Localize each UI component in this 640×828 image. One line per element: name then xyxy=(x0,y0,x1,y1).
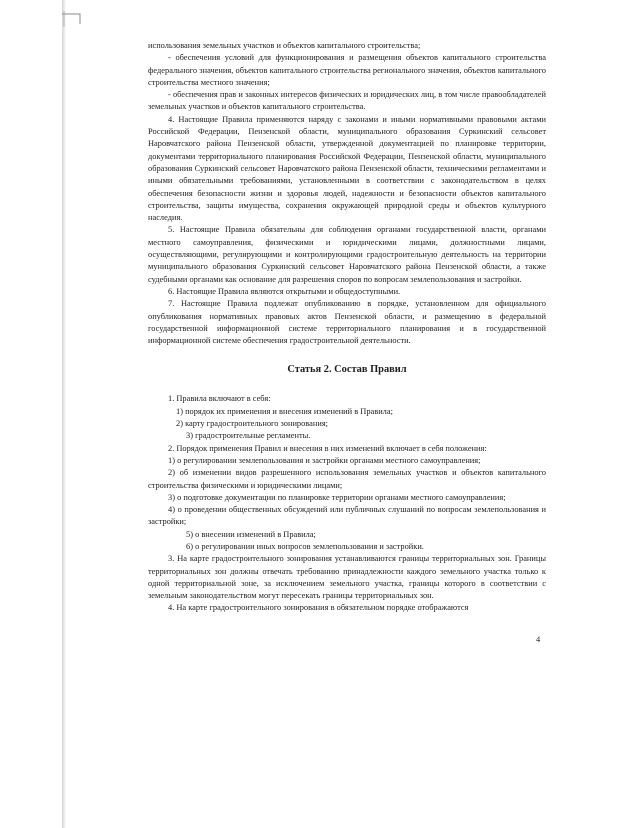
paragraph: 7. Настоящие Правила подлежат опубликованию в порядке, установленном для официального опубликования нормативных правовых актов Пензенской области, и размещению в федеральной государственной информационной системе территориального планирования и в государственной информационной системе обеспечения градостроительной деятельности. xyxy=(148,299,546,346)
list-item: 6) о регулировании иных вопросов землепользования и застройки. xyxy=(186,541,424,551)
article-title: Статья 2. Состав Правил xyxy=(287,364,407,376)
page-number: 4 xyxy=(536,635,541,644)
list-item: 3) о подготовке документации по планировке территории органами местного самоуправления; xyxy=(168,492,506,502)
paragraph: 3. На карте градостроительного зонирования устанавливаются границы территориальных зон. Границы территориальных зон должны отвечать требованию принадлежности каждого земельного участка только к одной территориальной зоне, за исключением земельного участка, границы которого в соответствии с земельным законодательством могут пересекать границы территориальных зон. xyxy=(148,554,546,601)
paragraph: 5. Настоящие Правила обязательны для соблюдения органами государственной власти, органами местного самоуправления, физическими и юридическими лицами, должностными лицами, осуществляющими, регулирующими и контролирующими градостроительную деятельность на территории муниципального образования Суркинский сельсовет Наровчатского района Пензенской области, а также судебными органами как основание для разрешения споров по вопросам землепользования и застройки. xyxy=(148,225,546,284)
list-item: 1) порядок их применения и внесения изменений в Правила; xyxy=(176,406,393,416)
list-item: 5) о внесении изменений в Правила; xyxy=(186,529,316,539)
paragraph: 4. Настоящие Правила применяются наряду с законами и иными нормативными правовыми актами Российской Федерации, Пензенской области, муниципального образования Суркинский сельсовет Наровчатского района Пензенской области, утвержденной документацией по планировке территории, документами территориального планирования Российской Федерации, Пензенской области, муниципального образования Суркинский сельсовет Наровчатского района Пензенской области, техническими регламентами и иными обязательными требованиями, установленными в соответствии с законодательством в целях обеспечения безопасности жизни и здоровья людей, надежности и безопасности объектов капитального строительства, защиты имущества, сохранения окружающей природной среды и объектов культурного наследия. xyxy=(148,114,546,223)
paragraph: - обеспечения прав и законных интересов физических и юридических лиц, в том числе правообладателей земельных участков и объектов капитального строительства. xyxy=(148,90,546,112)
list-item: 3) градостроительные регламенты. xyxy=(186,431,311,441)
list-item: 2. Порядок применения Правил и внесения в них изменений включает в себя положения: xyxy=(168,443,487,453)
list-item: 2) об изменении видов разрешенного использования земельных участков и объектов капитального строительства физическими и юридическими лицами; xyxy=(148,468,546,490)
list-item: 1. Правила включают в себя: xyxy=(168,394,271,404)
scan-edge-shadow xyxy=(62,0,66,828)
document-page xyxy=(148,40,546,615)
list-item: 1) о регулировании землепользования и застройки органами местного самоуправления; xyxy=(168,455,481,465)
scan-staple-mark xyxy=(60,10,98,28)
paragraph: - обеспечения условий для функционирования и размещения объектов капитального строительства федерального значения, объектов капитального строительства регионального значения, объектов капитального строительства местного значения; xyxy=(148,53,546,87)
paragraph: 4. На карте градостроительного зонирования в обязательном порядке отображаются xyxy=(168,603,469,613)
list-item: 4) о проведении общественных обсуждений или публичных слушаний по вопросам землепользования и застройки; xyxy=(148,505,546,527)
list-item: 2) карту градостроительного зонирования; xyxy=(176,419,329,429)
paragraph: использования земельных участков и объектов капитального строительства; xyxy=(148,41,421,50)
paragraph: 6. Настоящие Правила являются открытыми и общедоступными. xyxy=(168,286,401,296)
